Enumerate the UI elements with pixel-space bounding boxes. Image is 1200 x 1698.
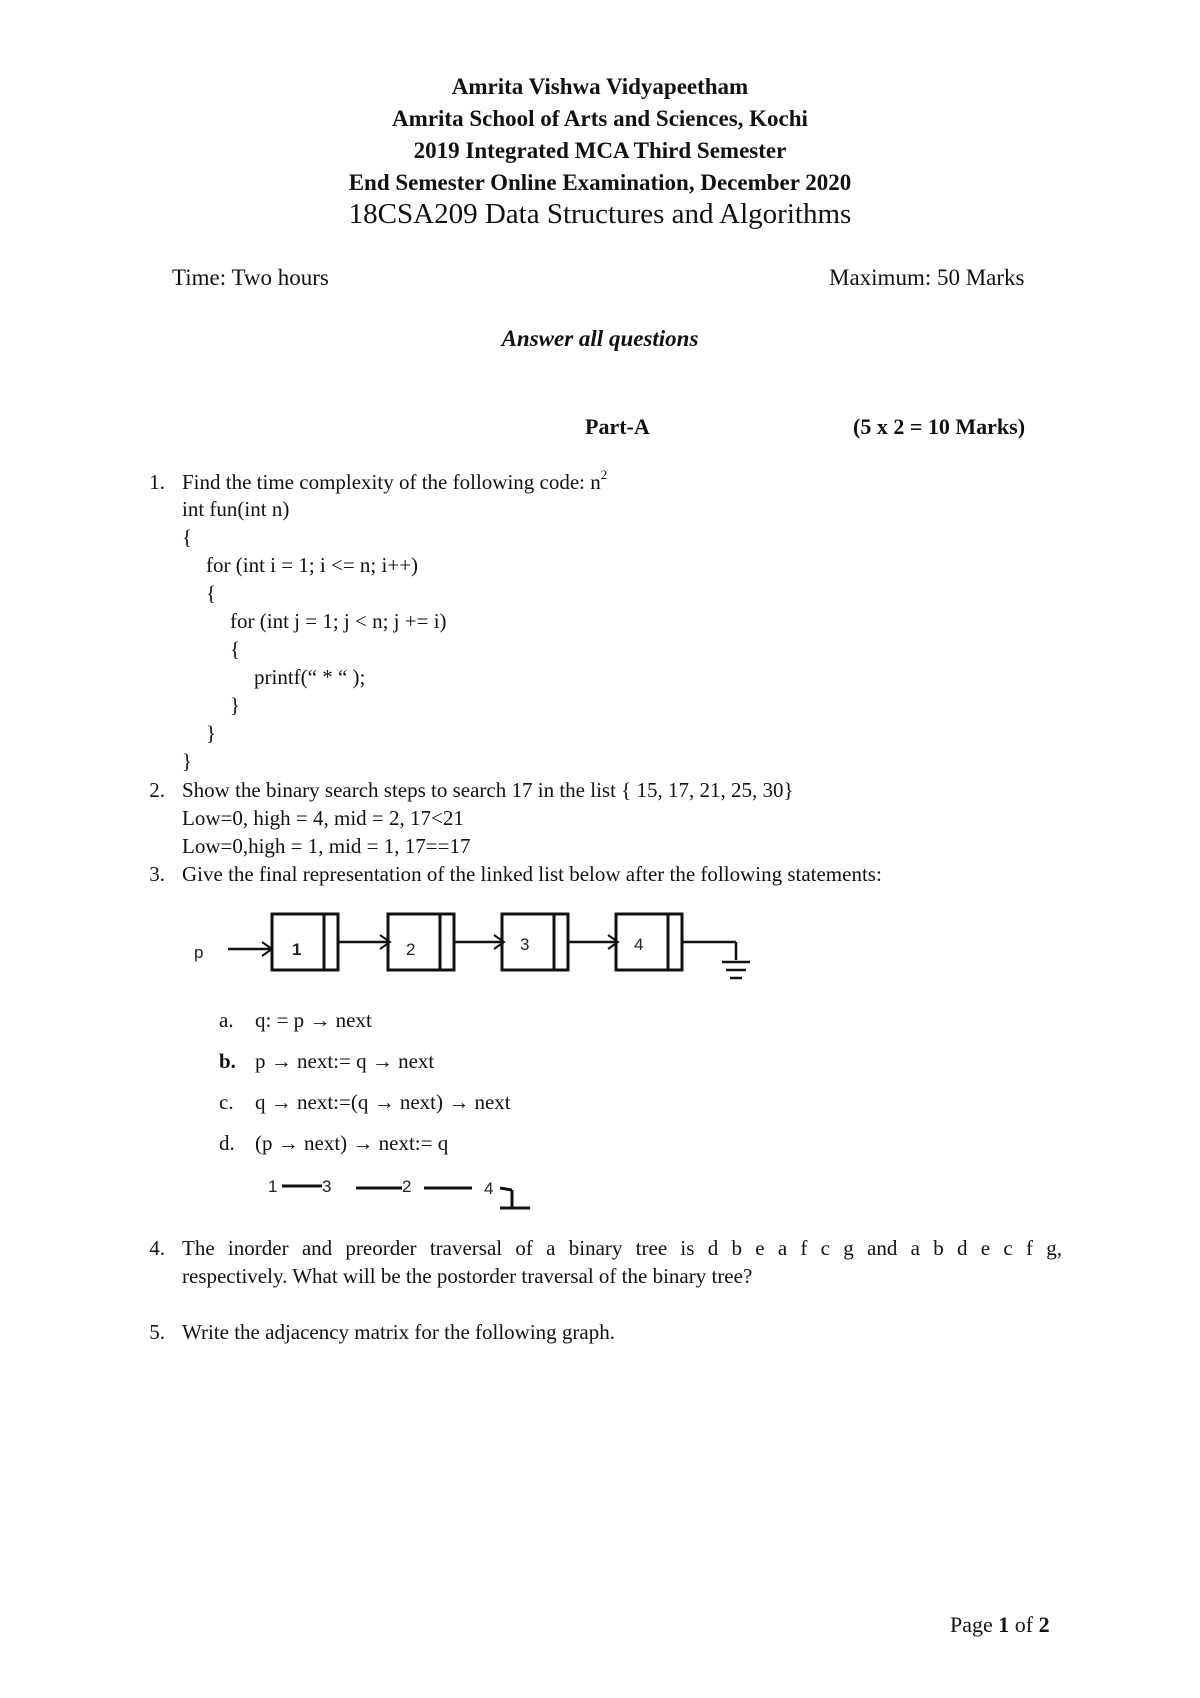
code-line: for (int j = 1; j < n; j += i) bbox=[230, 609, 447, 633]
list-node bbox=[616, 914, 682, 970]
question-number: 2. bbox=[149, 778, 165, 802]
svg-text:2: 2 bbox=[406, 940, 416, 959]
course-title: 18CSA209 Data Structures and Algorithms bbox=[348, 198, 852, 230]
svg-text:3: 3 bbox=[520, 935, 530, 954]
svg-text:1: 1 bbox=[292, 940, 302, 959]
page-of: of bbox=[1014, 1612, 1034, 1637]
answer-line: Low=0,high = 1, mid = 1, 17==17 bbox=[182, 834, 471, 858]
statement-text: q: = p → next bbox=[255, 1008, 372, 1032]
page-number bbox=[950, 1612, 1050, 1638]
list-node bbox=[272, 914, 338, 970]
time-allowed: Time: Two hours bbox=[172, 265, 329, 290]
svg-text:4: 4 bbox=[634, 935, 644, 954]
page-total: 2 bbox=[1038, 1612, 1050, 1637]
exam-title: End Semester Online Examination, December 2020 bbox=[348, 170, 852, 195]
question-number: 3. bbox=[149, 862, 165, 886]
question-text-main: Find the time complexity of the following code: n bbox=[182, 470, 601, 494]
instruction: Answer all questions bbox=[501, 326, 699, 351]
code-line: } bbox=[230, 693, 241, 717]
question-text-continued: respectively. What will be the postorder traversal of the binary tree? bbox=[182, 1264, 753, 1288]
question-text: Write the adjacency matrix for the following graph. bbox=[182, 1320, 615, 1344]
statement-letter: b. bbox=[219, 1049, 236, 1073]
statement-text: p → next:= q → next bbox=[255, 1049, 435, 1073]
question-text: The inorder and preorder traversal of a binary tree is d b e a f c g and a b d e c f g, bbox=[182, 1236, 1062, 1260]
maximum-marks: Maximum: 50 Marks bbox=[829, 265, 1025, 290]
part-a-title: Part-A bbox=[585, 414, 650, 439]
page-current: 1 bbox=[998, 1612, 1010, 1637]
university-name: Amrita Vishwa Vidyapeetham bbox=[451, 74, 749, 99]
code-line: int fun(int n) bbox=[182, 497, 290, 521]
list-pointer-label: p bbox=[194, 943, 204, 962]
code-line: { bbox=[230, 637, 241, 661]
page-prefix: Page bbox=[950, 1612, 993, 1637]
answer-node: 4 bbox=[484, 1179, 494, 1198]
question-text: Show the binary search steps to search 17 in the list { 15, 17, 21, 25, 30} bbox=[182, 778, 794, 802]
answer-sketch bbox=[260, 1170, 560, 1220]
code-line: } bbox=[206, 721, 217, 745]
question-number: 1. bbox=[149, 470, 165, 494]
code-line: { bbox=[182, 525, 193, 549]
school-name: Amrita School of Arts and Sciences, Kochi bbox=[392, 106, 808, 131]
part-a-marks: (5 x 2 = 10 Marks) bbox=[853, 414, 1026, 439]
answer-node: 1 bbox=[268, 1177, 278, 1196]
question-text bbox=[182, 467, 608, 495]
list-node bbox=[502, 914, 568, 970]
program-name: 2019 Integrated MCA Third Semester bbox=[413, 138, 787, 163]
statement-text: (p → next) → next:= q bbox=[255, 1131, 449, 1155]
statement-letter: a. bbox=[219, 1008, 234, 1032]
code-line: { bbox=[206, 581, 217, 605]
answer-node: 3 bbox=[322, 1177, 332, 1196]
question-number: 4. bbox=[149, 1236, 165, 1260]
question-text: Give the final representation of the linked list below after the following statements: bbox=[182, 862, 882, 886]
statement-letter: d. bbox=[219, 1131, 235, 1155]
code-line: } bbox=[182, 749, 193, 773]
answer-node: 2 bbox=[402, 1177, 412, 1196]
code-line: for (int i = 1; i <= n; i++) bbox=[206, 553, 419, 577]
code-line: printf(“ * “ ); bbox=[254, 665, 366, 689]
statement-text: q → next:=(q → next) → next bbox=[255, 1090, 511, 1114]
question-number: 5. bbox=[149, 1320, 165, 1344]
answer-line: Low=0, high = 4, mid = 2, 17<21 bbox=[182, 806, 464, 830]
statement-letter: c. bbox=[219, 1090, 234, 1114]
list-node bbox=[388, 914, 454, 970]
exponent: 2 bbox=[600, 467, 608, 482]
null-ground-icon bbox=[682, 942, 750, 978]
linked-list-diagram bbox=[180, 900, 780, 990]
